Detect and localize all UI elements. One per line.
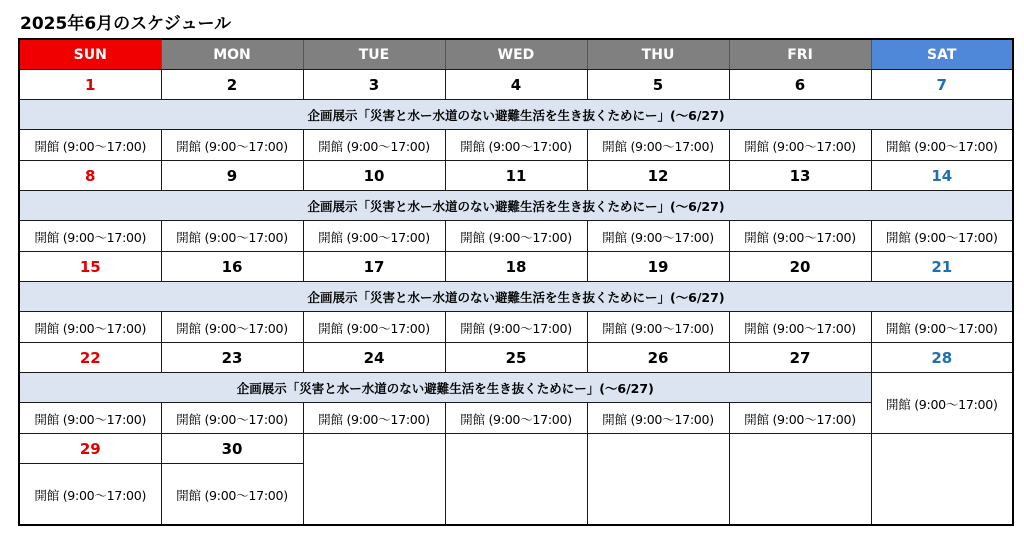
hours-row: [19, 403, 1013, 434]
date-cell: 15: [19, 252, 161, 282]
date-cell: 22: [19, 343, 161, 373]
date-cell: 25: [445, 343, 587, 373]
day-header-sat: SAT: [871, 39, 1013, 70]
opening-hours: 開館 (9:00～17:00): [871, 373, 1013, 434]
date-row: [19, 70, 1013, 100]
event-banner: 企画展示「災害と水ー水道のない避難生活を生き抜くためにー」(～6/27): [19, 191, 1013, 221]
opening-hours: 開館 (9:00～17:00): [871, 312, 1013, 343]
date-cell: 24: [303, 343, 445, 373]
date-cell: 27: [729, 343, 871, 373]
day-header-tue: TUE: [303, 39, 445, 70]
opening-hours: 開館 (9:00～17:00): [303, 221, 445, 252]
opening-hours: 開館 (9:00～17:00): [729, 221, 871, 252]
opening-hours: 開館 (9:00～17:00): [445, 403, 587, 434]
opening-hours: 開館 (9:00～17:00): [161, 221, 303, 252]
date-cell: 8: [19, 161, 161, 191]
empty-cell: [445, 434, 587, 526]
opening-hours: 開館 (9:00～17:00): [19, 464, 161, 526]
day-header-fri: FRI: [729, 39, 871, 70]
page-title: 2025年6月のスケジュール: [20, 14, 232, 34]
weekday-header-row: [19, 39, 1013, 70]
event-banner: 企画展示「災害と水ー水道のない避難生活を生き抜くためにー」(～6/27): [19, 282, 1013, 312]
date-cell: 3: [303, 70, 445, 100]
opening-hours: 開館 (9:00～17:00): [303, 130, 445, 161]
date-cell: 23: [161, 343, 303, 373]
date-cell: 20: [729, 252, 871, 282]
opening-hours: 開館 (9:00～17:00): [161, 403, 303, 434]
date-cell: 1: [19, 70, 161, 100]
date-cell: 10: [303, 161, 445, 191]
date-cell: 28: [871, 343, 1013, 373]
opening-hours: 開館 (9:00～17:00): [161, 464, 303, 526]
day-header-mon: MON: [161, 39, 303, 70]
date-cell: 29: [19, 434, 161, 464]
hours-row: [19, 130, 1013, 161]
opening-hours: 開館 (9:00～17:00): [729, 312, 871, 343]
opening-hours: 開館 (9:00～17:00): [871, 130, 1013, 161]
date-row: [19, 161, 1013, 191]
opening-hours: 開館 (9:00～17:00): [729, 403, 871, 434]
date-cell: 16: [161, 252, 303, 282]
day-header-thu: THU: [587, 39, 729, 70]
date-row: [19, 434, 1013, 464]
empty-cell: [303, 434, 445, 526]
opening-hours: 開館 (9:00～17:00): [587, 221, 729, 252]
date-cell: 19: [587, 252, 729, 282]
date-cell: 7: [871, 70, 1013, 100]
opening-hours: 開館 (9:00～17:00): [445, 130, 587, 161]
date-cell: 14: [871, 161, 1013, 191]
opening-hours: 開館 (9:00～17:00): [445, 312, 587, 343]
event-row: [19, 100, 1013, 130]
opening-hours: 開館 (9:00～17:00): [161, 130, 303, 161]
day-header-sun: SUN: [19, 39, 161, 70]
hours-row: [19, 221, 1013, 252]
opening-hours: 開館 (9:00～17:00): [19, 312, 161, 343]
opening-hours: 開館 (9:00～17:00): [587, 403, 729, 434]
date-cell: 12: [587, 161, 729, 191]
date-cell: 26: [587, 343, 729, 373]
date-cell: 18: [445, 252, 587, 282]
date-cell: 30: [161, 434, 303, 464]
event-row: [19, 373, 1013, 403]
date-cell: 6: [729, 70, 871, 100]
date-row: [19, 252, 1013, 282]
empty-cell: [587, 434, 729, 526]
opening-hours: 開館 (9:00～17:00): [729, 130, 871, 161]
date-row: [19, 343, 1013, 373]
opening-hours: 開館 (9:00～17:00): [587, 130, 729, 161]
event-banner: 企画展示「災害と水ー水道のない避難生活を生き抜くためにー」(～6/27): [19, 100, 1013, 130]
opening-hours: 開館 (9:00～17:00): [303, 403, 445, 434]
opening-hours: 開館 (9:00～17:00): [303, 312, 445, 343]
empty-cell: [729, 434, 871, 526]
date-cell: 2: [161, 70, 303, 100]
date-cell: 17: [303, 252, 445, 282]
opening-hours: 開館 (9:00～17:00): [19, 221, 161, 252]
day-header-wed: WED: [445, 39, 587, 70]
event-banner: 企画展示「災害と水ー水道のない避難生活を生き抜くためにー」(～6/27): [19, 373, 871, 403]
opening-hours: 開館 (9:00～17:00): [19, 130, 161, 161]
date-cell: 21: [871, 252, 1013, 282]
opening-hours: 開館 (9:00～17:00): [161, 312, 303, 343]
date-cell: 4: [445, 70, 587, 100]
opening-hours: 開館 (9:00～17:00): [19, 403, 161, 434]
opening-hours: 開館 (9:00～17:00): [587, 312, 729, 343]
date-cell: 5: [587, 70, 729, 100]
empty-cell: [871, 434, 1013, 526]
event-row: [19, 282, 1013, 312]
date-cell: 13: [729, 161, 871, 191]
opening-hours: 開館 (9:00～17:00): [871, 221, 1013, 252]
calendar-table: [18, 38, 1014, 526]
date-cell: 11: [445, 161, 587, 191]
event-row: [19, 191, 1013, 221]
date-cell: 9: [161, 161, 303, 191]
opening-hours: 開館 (9:00～17:00): [445, 221, 587, 252]
hours-row: [19, 312, 1013, 343]
